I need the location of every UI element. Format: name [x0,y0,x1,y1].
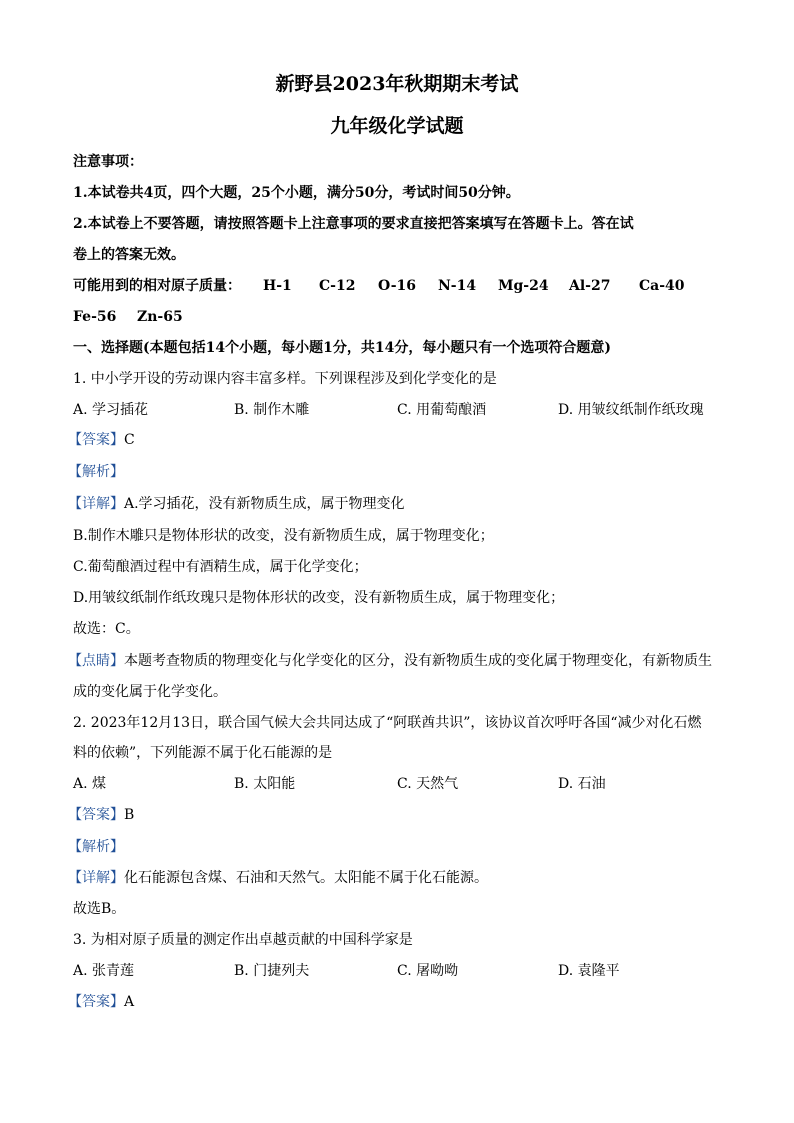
atomic-mass-n: N-14 [438,278,477,294]
q2-stem-line-1: 2. 2023年12月13日，联合国气候大会共同达成了“阿联酋共识”，该协议首次呼吁各国“减少对化石燃 [73,715,702,731]
q1-option-c: C. 用葡萄酿酒 [397,402,487,418]
atomic-mass-zn: Zn-65 [137,309,183,325]
q1-detail-d: D.用皱纹纸制作纸玫瑰只是物体形状的改变，没有新物质生成，属于物理变化； [73,590,565,606]
q3-answer-value: A [124,994,135,1010]
q2-detail-text: 化石能源包含煤、石油和天然气。太阳能不属于化石能源。 [124,870,488,886]
q1-choose: 故选：C。 [73,621,140,637]
q1-stem: 1. 中小学开设的劳动课内容丰富多样。下列课程涉及到化学变化的是 [73,371,497,387]
atomic-mass-row-1 [73,276,723,296]
notice-heading: 注意事项： [73,154,143,170]
q1-option-b: B. 制作木雕 [234,402,310,418]
q1-detail-c: C.葡萄酿酒过程中有酒精生成，属于化学变化； [73,559,368,575]
atomic-mass-h: H-1 [263,278,292,294]
q1-detail-a-text: A.学习插花，没有新物质生成，属于物理变化 [124,496,405,512]
notice-item-2-line-2: 卷上的答案无效。 [73,247,185,263]
q2-option-b: B. 太阳能 [234,776,296,792]
q2-option-a: A. 煤 [73,776,107,792]
answer-label: 【答案】 [68,807,124,823]
section-heading: 一、选择题(本题包括14个小题，每小题1分，共14分，每小题只有一个选项符合题意) [73,340,611,356]
q2-answer [68,805,134,825]
q3-option-a: A. 张青莲 [73,963,135,979]
atomic-mass-mg: Mg-24 [498,278,549,294]
q3-option-d: D. 袁隆平 [558,963,620,979]
q2-option-d: D. 石油 [558,776,606,792]
q1-detail-b: B.制作木雕只是物体形状的改变，没有新物质生成，属于物理变化； [73,528,494,544]
exam-subtitle: 九年级化学试题 [330,115,464,137]
atomic-mass-al: Al-27 [569,278,611,294]
q1-option-d: D. 用皱纹纸制作纸玫瑰 [558,402,704,418]
analysis-label: 【解析】 [68,839,124,855]
atomic-mass-ca: Ca-40 [639,278,685,294]
q3-answer [68,992,134,1012]
atomic-mass-o: O-16 [378,278,417,294]
answer-label: 【答案】 [68,432,124,448]
q1-answer [68,430,135,450]
q3-option-b: B. 门捷列夫 [234,963,310,979]
q1-comment [68,651,712,671]
q1-comment-line-2: 成的变化属于化学变化。 [73,684,227,700]
q2-choose: 故选B。 [73,901,126,917]
q3-stem: 3. 为相对原子质量的测定作出卓越贡献的中国科学家是 [73,932,413,948]
atomic-mass-label: 可能用到的相对原子质量： [73,278,241,294]
q2-detail [68,868,488,888]
q1-comment-text: 本题考查物质的物理变化与化学变化的区分，没有新物质生成的变化属于物理变化，有新物质生 [124,653,712,669]
atomic-mass-row-2 [73,307,273,327]
q1-analysis [68,462,124,482]
atomic-mass-fe: Fe-56 [73,309,117,325]
q1-detail-a [68,494,405,514]
q1-option-a: A. 学习插花 [73,402,149,418]
q2-analysis [68,837,124,857]
notice-item-1: 1.本试卷共4页，四个大题，25个小题，满分50分，考试时间50分钟。 [73,185,520,201]
q2-option-c: C. 天然气 [397,776,459,792]
analysis-label: 【解析】 [68,464,124,480]
q2-stem-line-2: 料的依赖”，下列能源不属于化石能源的是 [73,745,333,761]
atomic-mass-c: C-12 [319,278,356,294]
notice-item-2-line-1: 2.本试卷上不要答题，请按照答题卡上注意事项的要求直接把答案填写在答题卡上。答在试 [73,216,634,232]
answer-label: 【答案】 [68,994,124,1010]
q2-answer-value: B [124,807,135,823]
q1-answer-value: C [124,432,135,448]
exam-title: 新野县2023年秋期期末考试 [275,73,519,95]
comment-label: 【点睛】 [68,653,124,669]
detail-label: 【详解】 [68,870,124,886]
q3-option-c: C. 屠呦呦 [397,963,459,979]
detail-label: 【详解】 [68,496,124,512]
